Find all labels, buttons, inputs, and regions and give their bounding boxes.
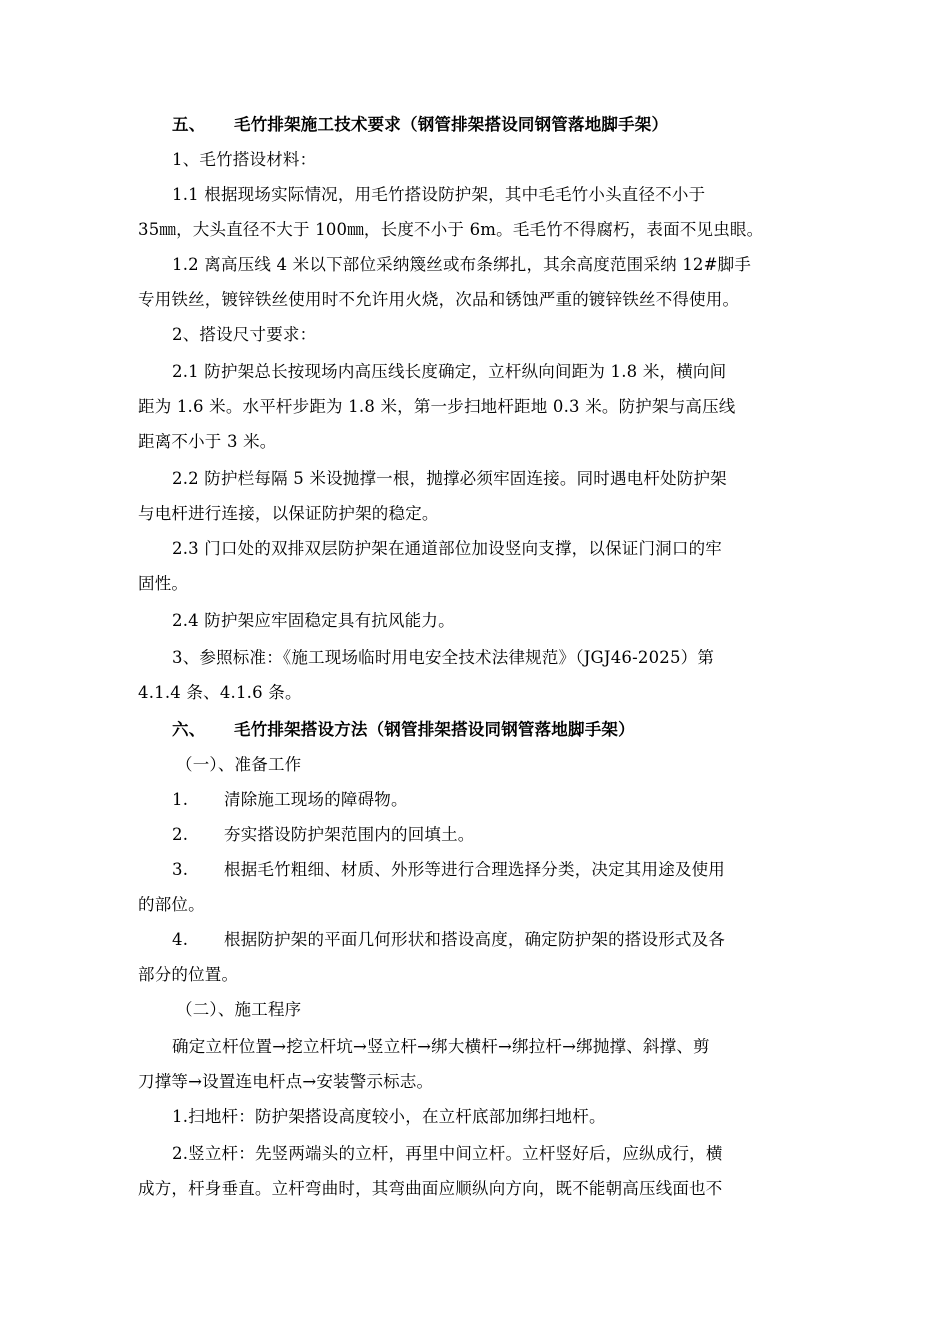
prep-item-2-text: 夯实搭设防护架范围内的回填土。 <box>224 825 475 844</box>
paragraph-1-1-line-2: 35㎜，大头直径不大于 100㎜，长度不小于 6m。毛毛竹不得腐朽，表面不见虫眼。 <box>138 220 764 239</box>
prep-heading: （一）、准备工作 <box>176 755 302 774</box>
prep-item-4 <box>172 923 818 957</box>
paragraph-2-1-line-1: 2.1 防护架总长按现场内高压线长度确定，立杆纵向间距为 1.8 米，横向间 <box>172 362 727 381</box>
procedure-text-line-1: 确定立杆位置→挖立杆坑→竖立杆→绑大横杆→绑拉杆→绑抛撑、斜撑、剪 <box>172 1037 710 1056</box>
prep-item-2 <box>172 818 818 852</box>
section-6-heading <box>172 713 818 747</box>
paragraph-2-1-line-3: 距离不小于 3 米。 <box>138 432 277 451</box>
section-6-number: 六、 <box>172 720 206 739</box>
step-2-line-2: 成方，杆身垂直。立杆弯曲时，其弯曲面应顺纵向方向，既不能朝高压线面也不 <box>138 1179 723 1198</box>
section-5-heading <box>172 108 818 142</box>
section-6-title: 毛竹排架搭设方法（钢管排架搭设同钢管落地脚手架） <box>234 720 635 739</box>
step-1-sweep-pole: 1.扫地杆：防护架搭设高度较小，在立杆底部加绑扫地杆。 <box>172 1107 606 1126</box>
paragraph-2-2-line-1: 2.2 防护栏每隔 5 米设抛撑一根，抛撑必须牢固连接。同时遇电杆处防护架 <box>172 469 727 488</box>
prep-item-1-text: 清除施工现场的障碍物。 <box>224 790 408 809</box>
section-5-number: 五、 <box>172 115 206 134</box>
prep-item-2-number: 2. <box>172 825 189 844</box>
section-5-title: 毛竹排架施工技术要求（钢管排架搭设同钢管落地脚手架） <box>234 115 669 134</box>
paragraph-1-2-line-1: 1.2 离高压线 4 米以下部位采纳篾丝或布条绑扎，其余高度范围采纳 12#脚手 <box>172 255 752 274</box>
procedure-text-line-2: 刀撑等→设置连电杆点→安装警示标志。 <box>138 1072 434 1091</box>
procedure-heading: （二）、施工程序 <box>176 1000 302 1019</box>
prep-item-3 <box>172 853 818 887</box>
prep-item-4-number: 4. <box>172 930 189 949</box>
paragraph-1-1-line-1: 1.1 根据现场实际情况，用毛竹搭设防护架，其中毛毛竹小头直径不小于 <box>172 185 706 204</box>
prep-item-3-number: 3. <box>172 860 189 879</box>
paragraph-2-1-line-2: 距为 1.6 米。水平杆步距为 1.8 米，第一步扫地杆距地 0.3 米。防护架与高压线 <box>138 397 736 416</box>
paragraph-3-line-1: 3、参照标准：《施工现场临时用电安全技术法律规范》（JGJ46-2025）第 <box>172 648 715 667</box>
step-2-line-1: 2.竖立杆：先竖两端头的立杆，再里中间立杆。立杆竖好后，应纵成行，横 <box>172 1144 723 1163</box>
paragraph-1-2-line-2: 专用铁丝，镀锌铁丝使用时不允许用火烧，次品和锈蚀严重的镀锌铁丝不得使用。 <box>138 290 740 309</box>
paragraph-2-4: 2.4 防护架应牢固稳定具有抗风能力。 <box>172 611 455 630</box>
subsection-2-heading: 2、搭设尺寸要求： <box>172 325 317 344</box>
paragraph-2-2-line-2: 与电杆进行连接，以保证防护架的稳定。 <box>138 504 439 523</box>
prep-item-1 <box>172 783 818 817</box>
prep-item-4-text: 根据防护架的平面几何形状和搭设高度，确定防护架的搭设形式及各 <box>224 930 725 949</box>
paragraph-3-line-2: 4.1.4 条、4.1.6 条。 <box>138 683 302 702</box>
subsection-1-heading: 1、毛竹搭设材料： <box>172 150 317 169</box>
prep-item-1-number: 1. <box>172 790 189 809</box>
prep-item-4-continuation: 部分的位置。 <box>138 965 239 984</box>
prep-item-3-continuation: 的部位。 <box>138 895 205 914</box>
paragraph-2-3-line-2: 固性。 <box>138 574 189 593</box>
prep-item-3-text: 根据毛竹粗细、材质、外形等进行合理选择分类，决定其用途及使用 <box>224 860 725 879</box>
paragraph-2-3-line-1: 2.3 门口处的双排双层防护架在通道部位加设竖向支撑，以保证门洞口的牢 <box>172 539 722 558</box>
